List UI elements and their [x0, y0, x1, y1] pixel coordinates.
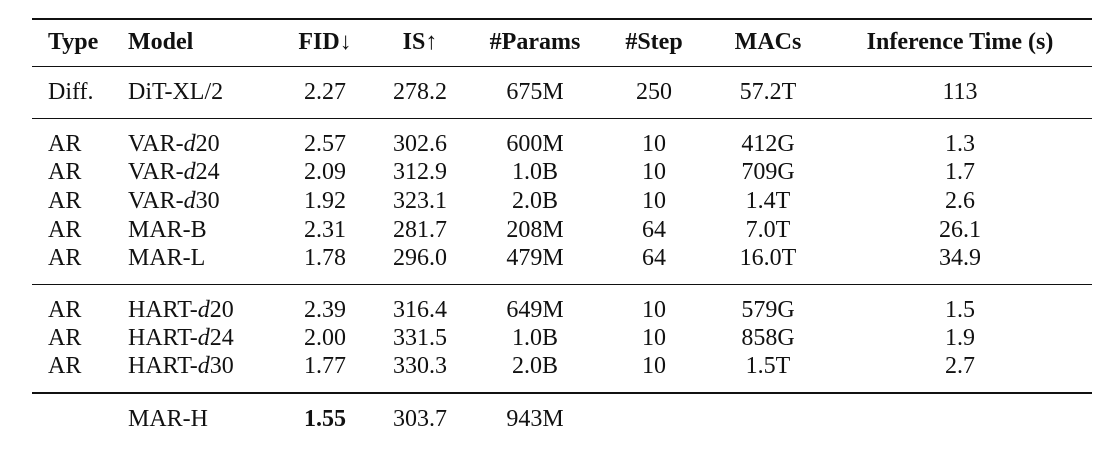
comparison-table-container: [32, 18, 1092, 443]
cell-model: [128, 66, 280, 118]
cell-fid: 1.92: [304, 187, 346, 214]
cell-macs: 412G: [741, 130, 795, 157]
model-depth-variable: d: [183, 187, 196, 214]
cell-is: 278.2: [393, 78, 447, 105]
cell-type: AR: [48, 324, 82, 351]
cell-macs: 709G: [741, 158, 795, 185]
cell-inference-time: 1.5: [945, 296, 975, 323]
model-name-prefix: HART-: [128, 324, 198, 351]
table-row: [32, 158, 1092, 187]
cell-inference-time: 1.3: [945, 130, 975, 157]
header-inference-time: Inference Time (s): [866, 29, 1054, 56]
model-name-prefix: VAR-: [128, 130, 184, 157]
cell-inference-time: 1.9: [945, 324, 975, 351]
cell-inference-time: 2.7: [945, 352, 975, 379]
cell-model: [128, 245, 280, 285]
cell-params: 1.0B: [511, 324, 558, 351]
cell-fid: 2.57: [304, 130, 346, 157]
cell-model: [128, 324, 280, 353]
cell-params: 943M: [506, 405, 564, 432]
cell-params: 2.0B: [511, 352, 558, 379]
cell-type: AR: [48, 187, 82, 214]
cell-step: 250: [636, 78, 672, 105]
table-row: [32, 353, 1092, 393]
cell-fid: 2.00: [304, 324, 346, 351]
model-depth-variable: d: [197, 324, 210, 351]
model-name-prefix: MAR-L: [128, 244, 206, 271]
model-comparison-table: [32, 18, 1092, 443]
cell-fid: 1.77: [304, 352, 346, 379]
cell-step: 10: [642, 130, 666, 157]
table-group-4: [32, 393, 1092, 443]
header-fid: FID↓: [298, 29, 352, 56]
table-row: [32, 393, 1092, 443]
cell-model: [128, 118, 280, 158]
model-depth-value: 24: [195, 158, 220, 185]
model-depth-value: 30: [209, 352, 234, 379]
cell-model: [128, 187, 280, 216]
cell-is: 316.4: [393, 296, 447, 323]
header-is: IS↑: [402, 29, 438, 56]
model-name-prefix: HART-: [128, 296, 198, 323]
cell-step: 10: [642, 187, 666, 214]
table-row: [32, 284, 1092, 324]
cell-inference-time: 26.1: [939, 216, 981, 243]
cell-fid: 1.55: [304, 405, 346, 432]
cell-macs: 57.2T: [739, 78, 797, 105]
header-type: Type: [48, 29, 99, 56]
cell-is: 303.7: [393, 405, 447, 432]
cell-model: [128, 353, 280, 393]
cell-params: 649M: [506, 296, 564, 323]
model-depth-value: 30: [195, 187, 220, 214]
cell-params: 600M: [506, 130, 564, 157]
cell-params: 208M: [506, 216, 564, 243]
cell-is: 281.7: [393, 216, 447, 243]
cell-macs: 1.4T: [745, 187, 791, 214]
table-row: [32, 66, 1092, 118]
model-depth-variable: d: [197, 296, 210, 323]
cell-params: 675M: [506, 78, 564, 105]
cell-step: 10: [642, 158, 666, 185]
cell-macs: 1.5T: [745, 352, 791, 379]
cell-step: 64: [642, 244, 666, 271]
cell-fid: 2.39: [304, 296, 346, 323]
model-depth-variable: d: [183, 130, 196, 157]
cell-is: 296.0: [393, 244, 447, 271]
header-macs: MACs: [734, 29, 802, 56]
cell-fid: 2.27: [304, 78, 346, 105]
cell-macs: [708, 393, 828, 443]
cell-step: 10: [642, 324, 666, 351]
cell-step: 64: [642, 216, 666, 243]
header-params: #Params: [489, 29, 581, 56]
cell-inference-time: 113: [942, 78, 978, 105]
cell-type: AR: [48, 352, 82, 379]
cell-macs: 7.0T: [745, 216, 791, 243]
cell-is: 312.9: [393, 158, 447, 185]
model-depth-value: 20: [209, 296, 234, 323]
cell-fid: 2.09: [304, 158, 346, 185]
model-name-prefix: DiT-XL/2: [128, 78, 224, 105]
cell-inference-time: 1.7: [945, 158, 975, 185]
model-name-prefix: HART-: [128, 352, 198, 379]
cell-step: 10: [642, 296, 666, 323]
cell-macs: 858G: [741, 324, 795, 351]
cell-step: 10: [642, 352, 666, 379]
cell-type: AR: [48, 216, 82, 243]
cell-type: Diff.: [48, 78, 94, 105]
cell-params: 2.0B: [511, 187, 558, 214]
table-row: [32, 216, 1092, 245]
cell-type: AR: [48, 130, 82, 157]
cell-params: 1.0B: [511, 158, 558, 185]
cell-type: AR: [48, 296, 82, 323]
cell-type: [32, 393, 128, 443]
cell-inference-time: 2.6: [945, 187, 975, 214]
table-header: [32, 19, 1092, 66]
table-group-2: [32, 118, 1092, 284]
table-group-3: [32, 284, 1092, 393]
cell-is: 323.1: [393, 187, 447, 214]
table-row: [32, 324, 1092, 353]
cell-model: [128, 216, 280, 245]
model-name-prefix: VAR-: [128, 158, 184, 185]
cell-macs: 16.0T: [739, 244, 797, 271]
cell-fid: 1.78: [304, 244, 346, 271]
cell-is: 302.6: [393, 130, 447, 157]
cell-type: AR: [48, 244, 82, 271]
cell-inference-time: 34.9: [939, 244, 981, 271]
cell-inference-time: [828, 393, 1092, 443]
cell-params: 479M: [506, 244, 564, 271]
model-depth-variable: d: [183, 158, 196, 185]
table-group-1: [32, 66, 1092, 118]
cell-is: 330.3: [393, 352, 447, 379]
cell-fid: 2.31: [304, 216, 346, 243]
model-name-prefix: MAR-B: [128, 216, 207, 243]
cell-model: [128, 284, 280, 324]
cell-is: 331.5: [393, 324, 447, 351]
model-name-prefix: MAR-H: [128, 405, 209, 432]
table-row: [32, 245, 1092, 285]
cell-step: [600, 393, 708, 443]
model-depth-value: 20: [195, 130, 220, 157]
header-model: Model: [128, 29, 194, 56]
model-depth-variable: d: [197, 352, 210, 379]
model-depth-value: 24: [209, 324, 234, 351]
table-row: [32, 118, 1092, 158]
cell-model: [128, 158, 280, 187]
header-step: #Step: [625, 29, 683, 56]
cell-macs: 579G: [741, 296, 795, 323]
cell-type: AR: [48, 158, 82, 185]
header-row: [32, 19, 1092, 66]
model-name-prefix: VAR-: [128, 187, 184, 214]
table-row: [32, 187, 1092, 216]
cell-model: [128, 393, 280, 443]
